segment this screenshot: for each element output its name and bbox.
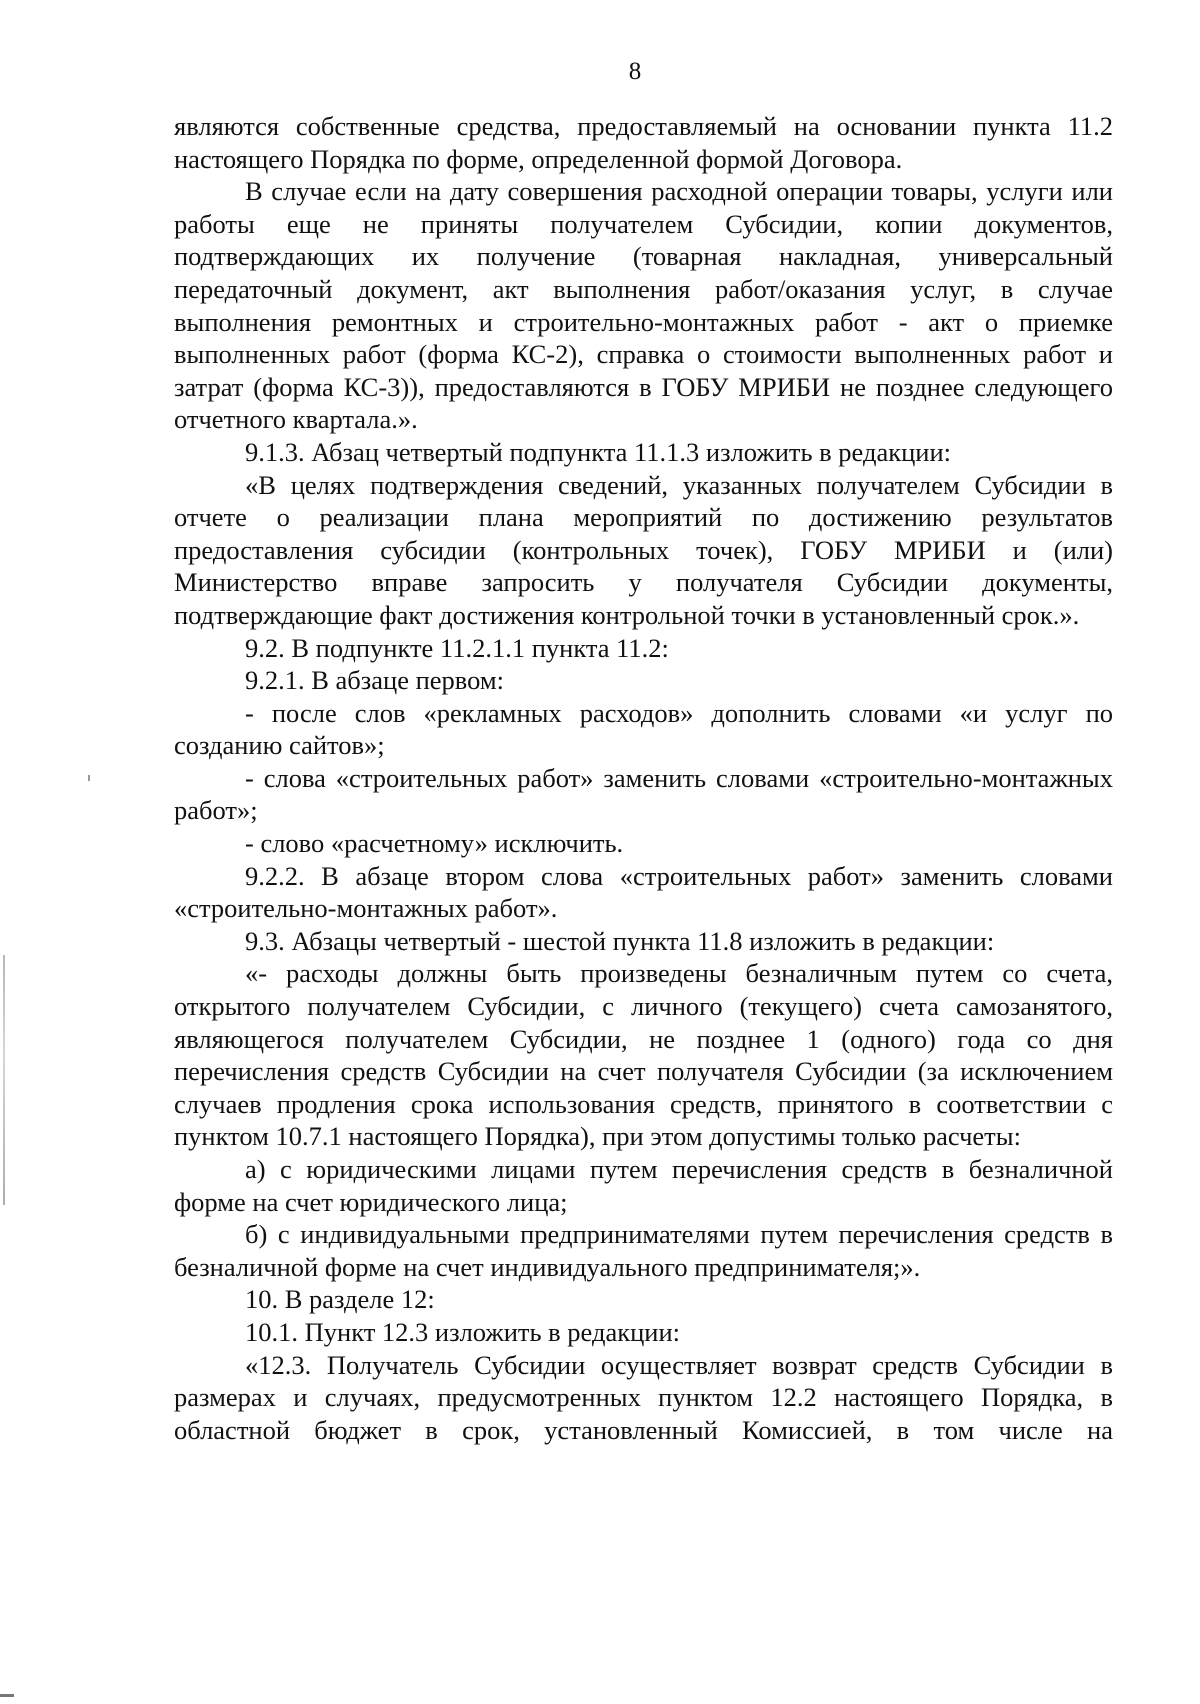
paragraph-15: 10. В разделе 12: — [245, 1284, 435, 1315]
paragraph-17: «12.3. Получатель Субсидии осуществляет возврат средств Субсидии в размерах и случаях, предусмотренных пунктом 12.2 настоящего Порядка, в областной бюджет в срок, установленный Комиссией, в том числе на — [174, 1349, 1113, 1445]
paragraph-11: 9.3. Абзацы четвертый - шестой пункта 11.8 изложить в редакции: — [245, 925, 995, 956]
paragraph-3: 9.1.3. Абзац четвертый подпункта 11.1.3 изложить в редакции: — [245, 436, 951, 467]
paragraph-4: «В целях подтверждения сведений, указанных получателем Субсидии в отчете о реализации плана мероприятий по достижению результатов предоставления субсидии (контрольных точек), ГОБУ МРИБИ и (или) Министерство вправе запросить у получателя Субсидии документы, подтверждающие факт достижения контрольной точки в установленный срок.». — [174, 469, 1113, 630]
paragraph-16: 10.1. Пункт 12.3 изложить в редакции: — [245, 1316, 680, 1347]
paragraph-5: 9.2. В подпункте 11.2.1.1 пункта 11.2: — [245, 632, 669, 663]
page-number: 8 — [628, 58, 642, 85]
paragraph-13: а) с юридическими лицами путем перечисления средств в безналичной форме на счет юридического лица; — [174, 1154, 1113, 1217]
paragraph-10: 9.2.2. В абзаце втором слова «строительных работ» заменить словами «строительно-монтажных работ». — [174, 860, 1113, 924]
paragraph-9: - слово «расчетному» исключить. — [245, 828, 624, 859]
paragraph-1: являются собственные средства, предоставляемый на основании пункта 11.2 настоящего Порядка по форме, определенной формой Договора. — [174, 111, 1113, 174]
scan-corner-mark — [0, 1694, 14, 1697]
paragraph-12: «- расходы должны быть произведены безналичным путем со счета, открытого получателем Субсидии, с личного (текущего) счета самозанятого, являющегося получателем Субсидии, не позднее 1 (одного) года со дня перечисления средств Субсидии на счет получателя Субсидии (за исключением случаев продления срока использования средств, принятого в соответствии с пунктом 10.7.1 настоящего Порядка), при этом допустимы только расчеты: — [174, 958, 1113, 1152]
scan-edge-mark — [3, 955, 5, 1205]
paragraph-14: б) с индивидуальными предпринимателями путем перечисления средств в безналичной форме на счет индивидуального предпринимателя;». — [174, 1219, 1113, 1282]
paragraph-2: В случае если на дату совершения расходной операции товары, услуги или работы еще не приняты получателем Субсидии, копии документов, подтверждающих их получение (товарная накладная, универсальный передаточный документ, акт выполнения работ/оказания услуг, в случае выполнения ремонтных и строительно-монтажных работ - акт о приемке выполненных работ (форма КС-2), справка о стоимости выполненных работ и затрат (форма КС-3)), предоставляются в ГОБУ МРИБИ не позднее следующего отчетного квартала.». — [174, 176, 1113, 435]
document-body — [174, 110, 1113, 1446]
scan-artifact-dot — [88, 775, 90, 781]
paragraph-7: - после слов «рекламных расходов» дополнить словами «и услуг по созданию сайтов»; — [174, 697, 1113, 761]
paragraph-6: 9.2.1. В абзаце первом: — [245, 665, 504, 696]
paragraph-8: - слова «строительных работ» заменить словами «строительно-монтажных работ»; — [174, 762, 1113, 826]
